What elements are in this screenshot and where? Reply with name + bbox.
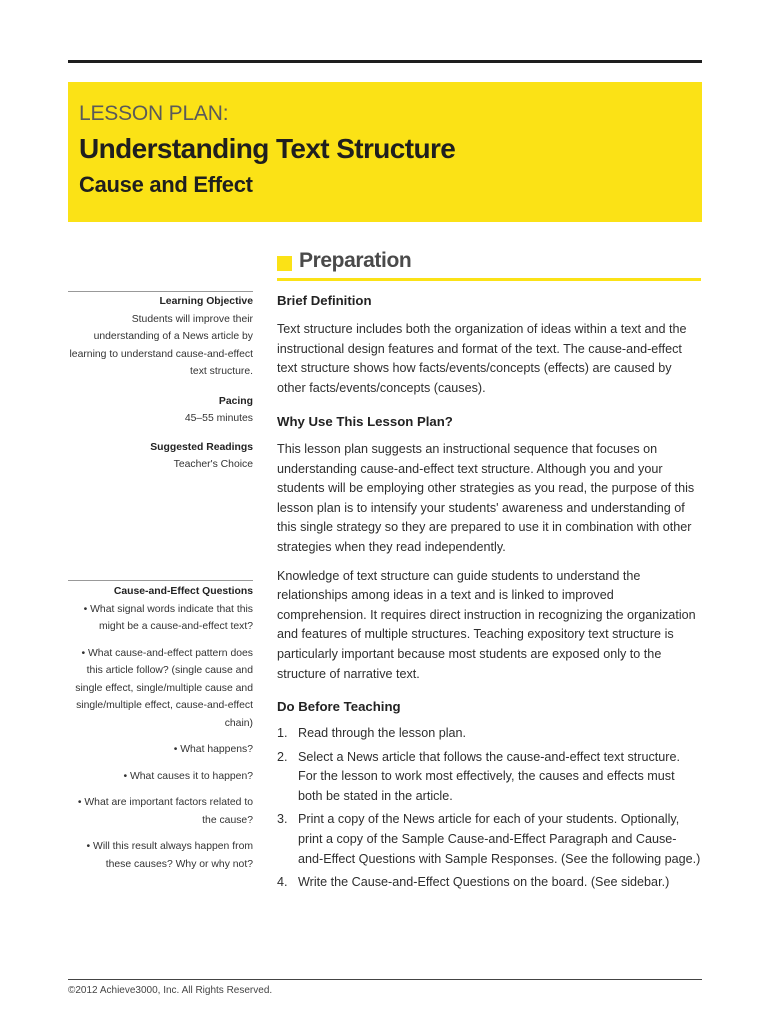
readings-text: Teacher's Choice bbox=[173, 459, 253, 470]
list-text: Read through the lesson plan. bbox=[298, 726, 467, 740]
question-item: • What happens? bbox=[173, 744, 253, 755]
list-number: 2. bbox=[277, 749, 288, 764]
before-teaching-heading: Do Before Teaching bbox=[277, 699, 401, 714]
list-item bbox=[277, 873, 701, 893]
pacing-text: 45–55 minutes bbox=[184, 413, 253, 424]
section-rule bbox=[277, 278, 701, 281]
question-item: • What cause-and-effect pattern does this article follow? (single cause and single effect, single/multiple cause and single/multiple effect, cause-and-effect chain) bbox=[75, 647, 253, 729]
brief-definition-heading: Brief Definition bbox=[277, 293, 372, 308]
list-text: Print a copy of the News article for each of your students. Optionally, print a copy of the Sample Cause-and-Effect Paragraph and Cause-and-Effect Questions with Sample Responses. (See the following page.) bbox=[298, 812, 701, 866]
page-title: Understanding Text Structure bbox=[79, 133, 456, 164]
list-item bbox=[277, 748, 701, 807]
objective-text: Students will improve their understanding of a News article by learning to understand cause-and-effect text structure. bbox=[69, 313, 253, 377]
sidebar-questions bbox=[68, 583, 253, 873]
objective-heading: Learning Objective bbox=[159, 296, 253, 307]
why-text bbox=[277, 440, 701, 684]
lesson-plan-kicker: LESSON PLAN: bbox=[79, 102, 229, 125]
page-subtitle: Cause and Effect bbox=[79, 172, 253, 197]
question-item: • What are important factors related to the cause? bbox=[77, 797, 253, 826]
readings-heading: Suggested Readings bbox=[150, 441, 253, 453]
section-title: Preparation bbox=[299, 249, 412, 272]
question-item: • What signal words indicate that this might be a cause-and-effect text? bbox=[83, 603, 253, 632]
title-banner bbox=[68, 82, 702, 222]
brief-definition-text bbox=[277, 320, 701, 398]
top-rule bbox=[68, 60, 702, 63]
list-item bbox=[277, 810, 701, 869]
pacing-heading: Pacing bbox=[218, 395, 253, 407]
question-item: • What causes it to happen? bbox=[123, 770, 253, 782]
list-number: 3. bbox=[277, 812, 288, 827]
footer-rule bbox=[68, 979, 702, 980]
list-number: 1. bbox=[277, 726, 288, 740]
list-text: Write the Cause-and-Effect Questions on the board. (See sidebar.) bbox=[298, 875, 670, 890]
question-item: • Will this result always happen from these causes? Why or why not? bbox=[86, 841, 253, 870]
sidebar-objectives bbox=[68, 293, 253, 474]
brief-paragraph: Text structure includes both the organization of ideas within a text and the instructional design features and format of the text. The cause-and-effect text structure shows how facts/events/concepts (effects) are caused by other facts/events/concepts (causes). bbox=[277, 322, 687, 395]
why-paragraph-1: This lesson plan suggests an instructional sequence that focuses on understanding cause-and-effect text structure. Although you and your students will be employing other strategies as you read, the purpose of this lesson plan is to intensify your students' awareness and understanding of this single strategy so they are prepared to use it in combination with other strategies when they read independently. bbox=[277, 442, 695, 554]
before-teaching-list bbox=[277, 724, 701, 897]
copyright-notice: ©2012 Achieve3000, Inc. All Rights Reserved. bbox=[68, 985, 273, 996]
list-item bbox=[277, 724, 701, 744]
why-heading: Why Use This Lesson Plan? bbox=[277, 414, 453, 429]
section-square-icon bbox=[277, 256, 292, 271]
why-paragraph-2: Knowledge of text structure can guide students to understand the relationships among ideas in a text and is linked to improved comprehension. It requires direct instruction in recognizing the organization and features of multiple structures. Teaching expository text structure is particularly important because most students are exposed only to the structure of narrative text. bbox=[277, 568, 696, 681]
list-text: Select a News article that follows the cause-and-effect text structure. For the lesson to work most effectively, the causes and effects must both be stated in the article. bbox=[298, 749, 680, 803]
questions-heading: Cause-and-Effect Questions bbox=[113, 586, 253, 597]
sidebar-rule-questions bbox=[68, 580, 253, 581]
section-heading bbox=[277, 248, 701, 282]
list-number: 4. bbox=[277, 875, 288, 890]
sidebar-rule-top bbox=[68, 291, 253, 292]
